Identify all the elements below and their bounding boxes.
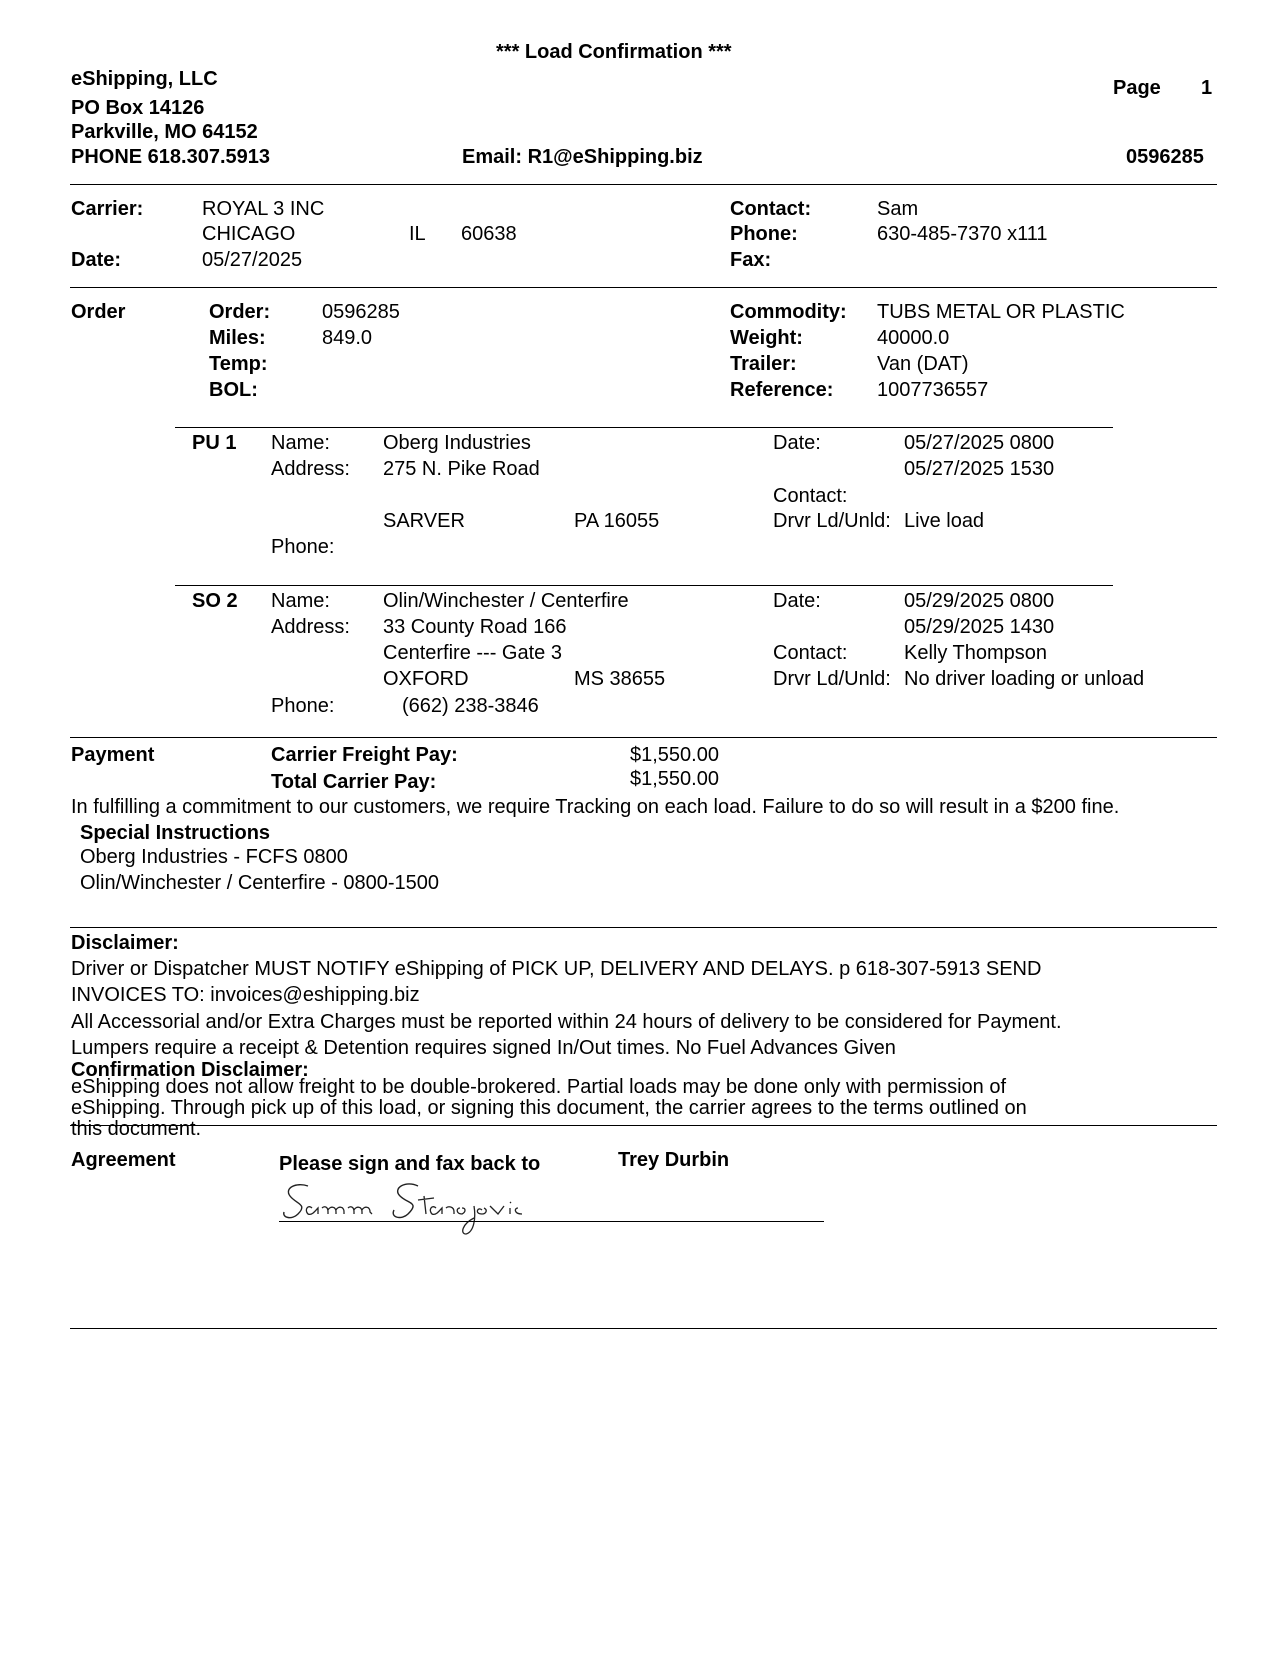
divider	[70, 287, 1217, 288]
total-pay-label: Total Carrier Pay:	[271, 771, 437, 793]
stop-city: SARVER	[383, 510, 465, 532]
commodity-label: Commodity:	[730, 301, 847, 323]
carrier-state: IL	[409, 223, 426, 245]
divider	[70, 1328, 1217, 1329]
stop-name-label: Name:	[271, 590, 330, 612]
stop-driver-load: No driver loading or unload	[904, 668, 1145, 690]
reference-label: Reference:	[730, 379, 834, 401]
miles-label: Miles:	[209, 327, 266, 349]
stop-city: OXFORD	[383, 668, 469, 690]
stop-address-line1: 275 N. Pike Road	[383, 458, 540, 480]
divider	[70, 184, 1217, 185]
signature-line	[279, 1221, 824, 1222]
disclaimer-text: Lumpers require a receipt & Detention requires signed In/Out times. No Fuel Advances Given	[71, 1037, 896, 1059]
header-order-number: 0596285	[1126, 146, 1204, 168]
company-po-box: PO Box 14126	[71, 97, 205, 119]
carrier-phone: 630-485-7370 x111	[877, 223, 1048, 245]
company-phone: PHONE 618.307.5913	[71, 146, 271, 168]
stop-date-label: Date:	[773, 432, 821, 454]
carrier-label: Carrier:	[71, 198, 144, 220]
document-title: *** Load Confirmation ***	[496, 41, 732, 63]
weight-value: 40000.0	[877, 327, 950, 349]
stop-phone-label: Phone:	[271, 695, 335, 717]
trailer-value: Van (DAT)	[877, 353, 969, 375]
bol-label: BOL:	[209, 379, 258, 401]
company-email: Email: R1@eShipping.biz	[462, 146, 703, 168]
stop-divider	[175, 427, 1113, 428]
stop-name: Oberg Industries	[383, 432, 531, 454]
disclaimer-label: Disclaimer:	[71, 932, 179, 954]
page-number: 1	[1201, 77, 1213, 99]
special-instructions-label: Special Instructions	[80, 822, 271, 844]
special-instruction-line: Oberg Industries - FCFS 0800	[80, 846, 348, 868]
confirmation-disclaimer-label: Confirmation Disclaimer:	[71, 1059, 309, 1081]
stop-address-label: Address:	[271, 458, 350, 480]
stop-code: SO 2	[192, 590, 238, 612]
company-name: eShipping, LLC	[71, 68, 218, 90]
commodity-value: TUBS METAL OR PLASTIC	[877, 301, 1125, 323]
temp-label: Temp:	[209, 353, 268, 375]
stop-date-start: 05/27/2025 0800	[904, 432, 1055, 454]
stop-date-label: Date:	[773, 590, 821, 612]
order-section-label: Order	[71, 301, 126, 323]
freight-pay-label: Carrier Freight Pay:	[271, 744, 458, 766]
weight-label: Weight:	[730, 327, 803, 349]
stop-phone-label: Phone:	[271, 536, 335, 558]
divider	[70, 737, 1217, 738]
date-label: Date:	[71, 249, 122, 271]
stop-address-line2: Centerfire --- Gate 3	[383, 642, 562, 664]
page-label: Page	[1113, 77, 1161, 99]
confirmation-date: 05/27/2025	[202, 249, 303, 271]
special-instruction-line: Olin/Winchester / Centerfire - 0800-1500	[80, 872, 440, 894]
payment-section-label: Payment	[71, 744, 155, 766]
order-label: Order:	[209, 301, 271, 323]
stop-name-label: Name:	[271, 432, 330, 454]
order-number: 0596285	[322, 301, 400, 323]
sign-recipient: Trey Durbin	[618, 1149, 730, 1171]
stop-code: PU 1	[192, 432, 237, 454]
stop-contact-label: Contact:	[773, 485, 848, 507]
stop-address-line1: 33 County Road 166	[383, 616, 567, 638]
confirmation-disclaimer-text: eShipping. Through pick up of this load, or signing this document, the carrier agrees to the terms outlined on	[71, 1097, 1027, 1119]
stop-date-end: 05/29/2025 1430	[904, 616, 1055, 638]
disclaimer-text: Driver or Dispatcher MUST NOTIFY eShipping of PICK UP, DELIVERY AND DELAYS. p 618-307-5913 SEND	[71, 958, 1042, 980]
stop-driver-load-label: Drvr Ld/Unld:	[773, 510, 891, 532]
disclaimer-text: INVOICES TO: invoices@eshipping.biz	[71, 984, 420, 1006]
freight-pay-value: $1,550.00	[630, 744, 719, 766]
phone-label: Phone:	[730, 223, 798, 245]
disclaimer-text: All Accessorial and/or Extra Charges must be reported within 24 hours of delivery to be considered for Payment.	[71, 1011, 1062, 1033]
miles-value: 849.0	[322, 327, 373, 349]
sign-instruction: Please sign and fax back to	[279, 1153, 541, 1175]
tracking-notice: In fulfilling a commitment to our customers, we require Tracking on each load. Failure to do so will result in a $200 fine.	[71, 796, 1120, 818]
agreement-label: Agreement	[71, 1149, 176, 1171]
stop-contact-label: Contact:	[773, 642, 848, 664]
confirmation-disclaimer-text: this document.	[71, 1118, 202, 1140]
company-city-state: Parkville, MO 64152	[71, 121, 258, 143]
total-pay-value: $1,550.00	[630, 768, 719, 790]
stop-divider	[175, 585, 1113, 586]
contact-label: Contact:	[730, 198, 812, 220]
carrier-city: CHICAGO	[202, 223, 296, 245]
divider	[70, 1125, 1217, 1126]
carrier-contact: Sam	[877, 198, 919, 220]
stop-driver-load: Live load	[904, 510, 985, 532]
fax-label: Fax:	[730, 249, 772, 271]
stop-address-label: Address:	[271, 616, 350, 638]
trailer-label: Trailer:	[730, 353, 797, 375]
carrier-zip: 60638	[461, 223, 517, 245]
signature	[278, 1178, 598, 1238]
reference-value: 1007736557	[877, 379, 989, 401]
stop-date-end: 05/27/2025 1530	[904, 458, 1055, 480]
confirmation-disclaimer-text: eShipping does not allow freight to be double-brokered. Partial loads may be done only with permission of	[71, 1076, 1006, 1098]
stop-phone: (662) 238-3846	[402, 695, 539, 717]
stop-state-zip: MS 38655	[574, 668, 666, 690]
stop-driver-load-label: Drvr Ld/Unld:	[773, 668, 891, 690]
carrier-name: ROYAL 3 INC	[202, 198, 325, 220]
divider	[70, 927, 1217, 928]
stop-state-zip: PA 16055	[574, 510, 660, 532]
stop-contact: Kelly Thompson	[904, 642, 1048, 664]
stop-name: Olin/Winchester / Centerfire	[383, 590, 629, 612]
stop-date-start: 05/29/2025 0800	[904, 590, 1055, 612]
